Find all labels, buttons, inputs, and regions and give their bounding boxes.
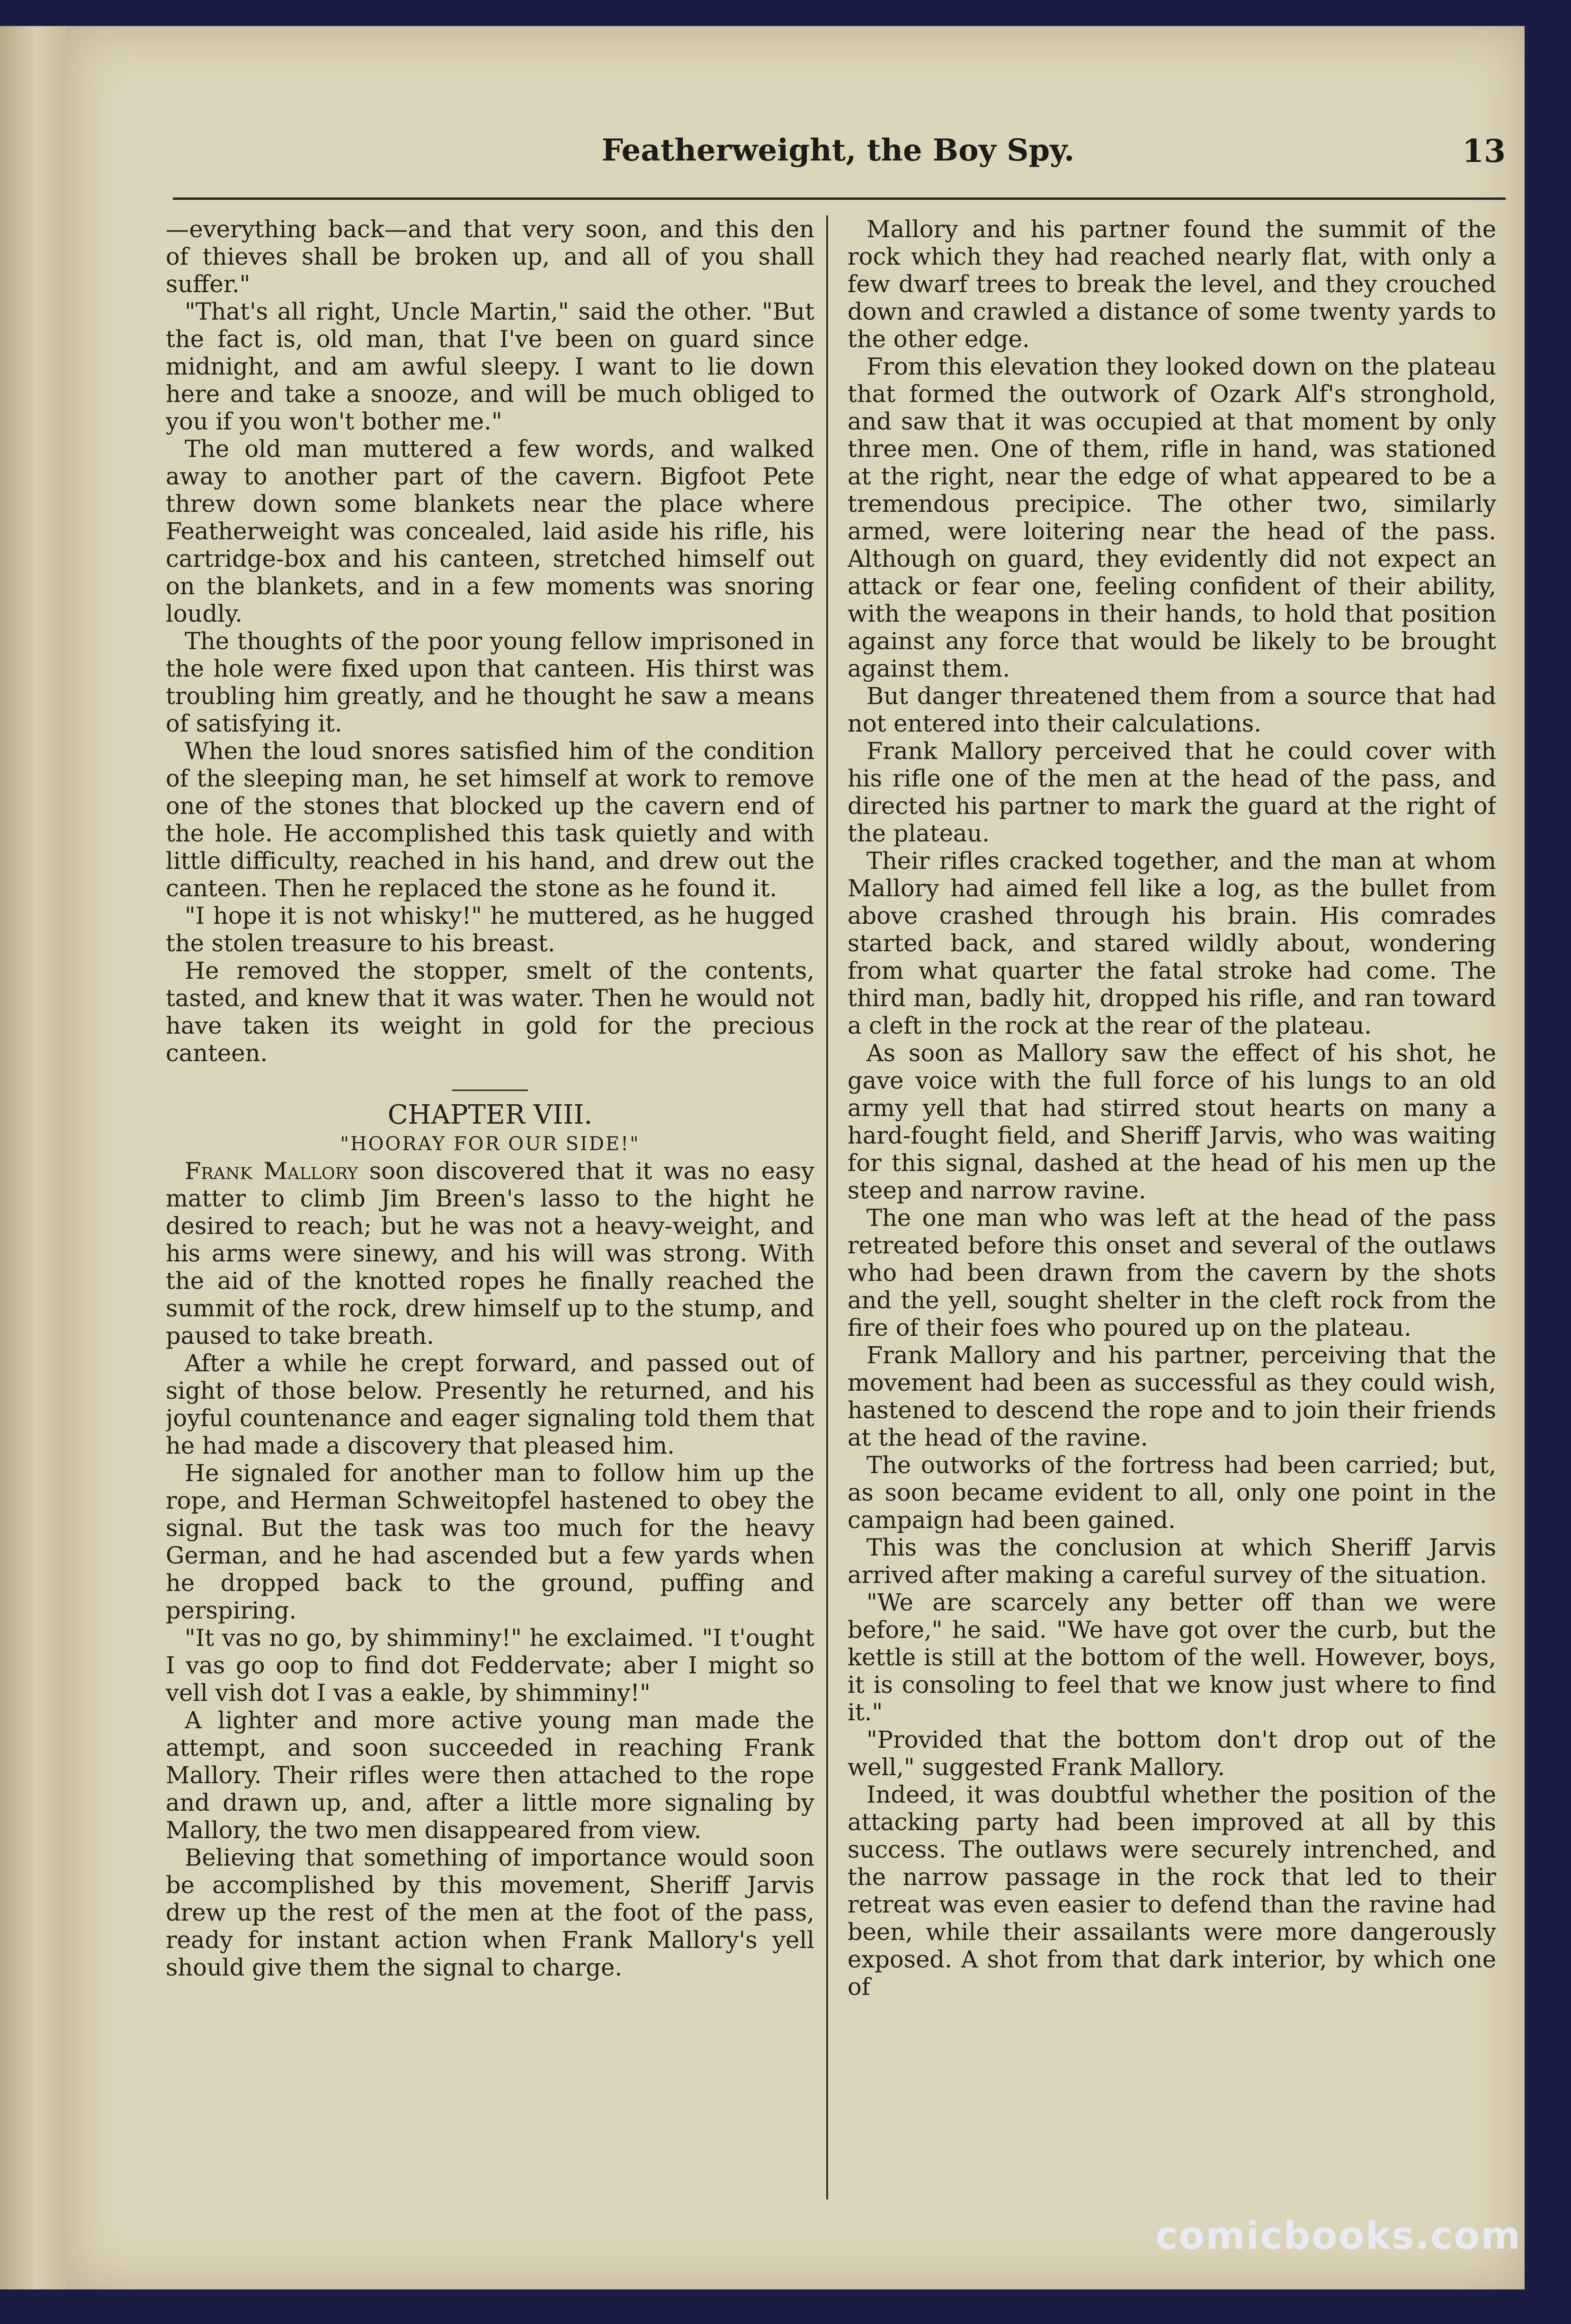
paragraph: After a while he crept forward, and passed out of sight of those below. Presently he returned, and his joyful countenance and eager signaling told them that he had made a discovery that pleased him.	[166, 1350, 814, 1459]
page-number: 13	[1462, 133, 1506, 170]
chapter-subtitle: "HOORAY FOR OUR SIDE!"	[340, 1133, 640, 1155]
paragraph-text: soon discovered that it was no easy matter to climb Jim Breen's lasso to the hight he desired to reach; but he was not a heavy-weight, and his arms were sinewy, and his will was strong. With the aid of the knotted ropes he finally reached the summit of the rock, drew himself up to the stump, and paused to take breath.	[166, 1157, 814, 1350]
paragraph: Frank Mallory perceived that he could cover with his rifle one of the men at the head of the pass, and directed his partner to mark the guard at the right of the plateau.	[848, 737, 1496, 847]
chapter-rule	[452, 1090, 528, 1091]
paragraph: He signaled for another man to follow him up the rope, and Herman Schweitopfel hastened to obey the signal. But the task was too much for the heavy German, and he had ascended but a few yards when he dropped back to the ground, puffing and perspiring.	[166, 1459, 814, 1624]
paragraph: As soon as Mallory saw the effect of his shot, he gave voice with the full force of his lungs to an old army yell that had stirred stout hearts on many a hard-fought field, and Sheriff Jarvis, who was waiting for this signal, dashed at the head of his men up the steep and narrow ravine.	[848, 1039, 1496, 1204]
running-title: Featherweight, the Boy Spy.	[601, 133, 1075, 168]
book-spine-edge	[0, 26, 66, 2289]
header-rule	[173, 197, 1506, 200]
left-column	[166, 215, 814, 2199]
lead-in-smallcaps: Frank Mallory	[185, 1157, 358, 1185]
paragraph: "I hope it is not whisky!" he muttered, as he hugged the stolen treasure to his breast.	[166, 902, 814, 957]
paragraph: "That's all right, Uncle Martin," said the other. "But the fact is, old man, that I've been on guard since midnight, and am awful sleepy. I want to lie down here and take a snooze, and will be much obliged to you if you won't bother me."	[166, 298, 814, 435]
paragraph: But danger threatened them from a source that had not entered into their calculations.	[848, 682, 1496, 737]
paragraph: The one man who was left at the head of the pass retreated before this onset and several of the outlaws who had been drawn from the cavern by the shots and the yell, sought shelter in the cleft rock from the fire of their foes who poured up on the plateau.	[848, 1204, 1496, 1341]
paragraph: —everything back—and that very soon, and this den of thieves shall be broken up, and all of you shall suffer."	[166, 215, 814, 298]
paragraph: This was the conclusion at which Sheriff Jarvis arrived after making a careful survey of the situation.	[848, 1534, 1496, 1589]
paragraph: "Provided that the bottom don't drop out of the well," suggested Frank Mallory.	[848, 1726, 1496, 1781]
site-watermark: comicbooks.com	[1155, 2214, 1521, 2258]
paragraph: A lighter and more active young man made the attempt, and soon succeeded in reaching Frank Mallory. Their rifles were then attached to the rope and drawn up, and, after a little more signaling by Mallory, the two men disappeared from view.	[166, 1707, 814, 1844]
paragraph: He removed the stopper, smelt of the contents, tasted, and knew that it was water. Then he would not have taken its weight in gold for the precious canteen.	[166, 957, 814, 1067]
paragraph: Indeed, it was doubtful whether the position of the attacking party had been improved at all by this success. The outlaws were securely intrenched, and the narrow passage in the rock that led to their retreat was even easier to defend than the ravine had been, while their assailants were more dangerously exposed. A shot from that dark interior, by which one of	[848, 1781, 1496, 2001]
right-column	[848, 215, 1496, 2199]
paragraph: The outworks of the fortress had been carried; but, as soon became evident to all, only one point in the campaign had been gained.	[848, 1451, 1496, 1534]
chapter-heading	[166, 1090, 814, 1157]
paragraph: From this elevation they looked down on the plateau that formed the outwork of Ozark Alf's stronghold, and saw that it was occupied at that moment by only three men. One of them, rifle in hand, was stationed at the right, near the edge of what appeared to be a tremendous precipice. The other two, similarly armed, were loitering near the head of the pass. Although on guard, they evidently did not expect an attack or fear one, feeling confident of their ability, with the weapons in their hands, to hold that position against any force that would be likely to be brought against them.	[848, 353, 1496, 682]
paragraph	[166, 1157, 814, 1350]
paragraph: The old man muttered a few words, and walked away to another part of the cavern. Bigfoot Pete threw down some blankets near the place where Featherweight was concealed, laid aside his rifle, his cartridge-box and his canteen, stretched himself out on the blankets, and in a few moments was snoring loudly.	[166, 435, 814, 627]
page-header	[170, 133, 1506, 175]
paragraph: The thoughts of the poor young fellow imprisoned in the hole were fixed upon that canteen. His thirst was troubling him greatly, and he thought he saw a means of satisfying it.	[166, 627, 814, 737]
chapter-title: CHAPTER VIII.	[387, 1099, 593, 1130]
paragraph: "We are scarcely any better off than we were before," he said. "We have got over the curb, but the kettle is still at the bottom of the well. However, boys, it is consoling to feel that we know just where to find it."	[848, 1589, 1496, 1726]
paragraph: Mallory and his partner found the summit of the rock which they had reached nearly flat, with only a few dwarf trees to break the level, and they crouched down and crawled a distance of some twenty yards to the other edge.	[848, 215, 1496, 353]
paragraph: Frank Mallory and his partner, perceiving that the movement had been as successful as they could wish, hastened to descend the rope and to join their friends at the head of the ravine.	[848, 1341, 1496, 1451]
column-divider	[826, 215, 828, 2199]
magazine-page	[66, 26, 1525, 2289]
paragraph: When the loud snores satisfied him of the condition of the sleeping man, he set himself at work to remove one of the stones that blocked up the cavern end of the hole. He accomplished this task quietly and with little difficulty, reached in his hand, and drew out the canteen. Then he replaced the stone as he found it.	[166, 737, 814, 902]
paragraph: "It vas no go, by shimminy!" he exclaimed. "I t'ought I vas go oop to find dot Feddervate; aber I might so vell vish dot I vas a eakle, by shimminy!"	[166, 1624, 814, 1707]
paragraph: Believing that something of importance would soon be accomplished by this movement, Sheriff Jarvis drew up the rest of the men at the foot of the pass, ready for instant action when Frank Mallory's yell should give them the signal to charge.	[166, 1844, 814, 1981]
paragraph: Their rifles cracked together, and the man at whom Mallory had aimed fell like a log, as the bullet from above crashed through his brain. His comrades started back, and stared wildly about, wondering from what quarter the fatal stroke had come. The third man, badly hit, dropped his rifle, and ran toward a cleft in the rock at the rear of the plateau.	[848, 847, 1496, 1039]
